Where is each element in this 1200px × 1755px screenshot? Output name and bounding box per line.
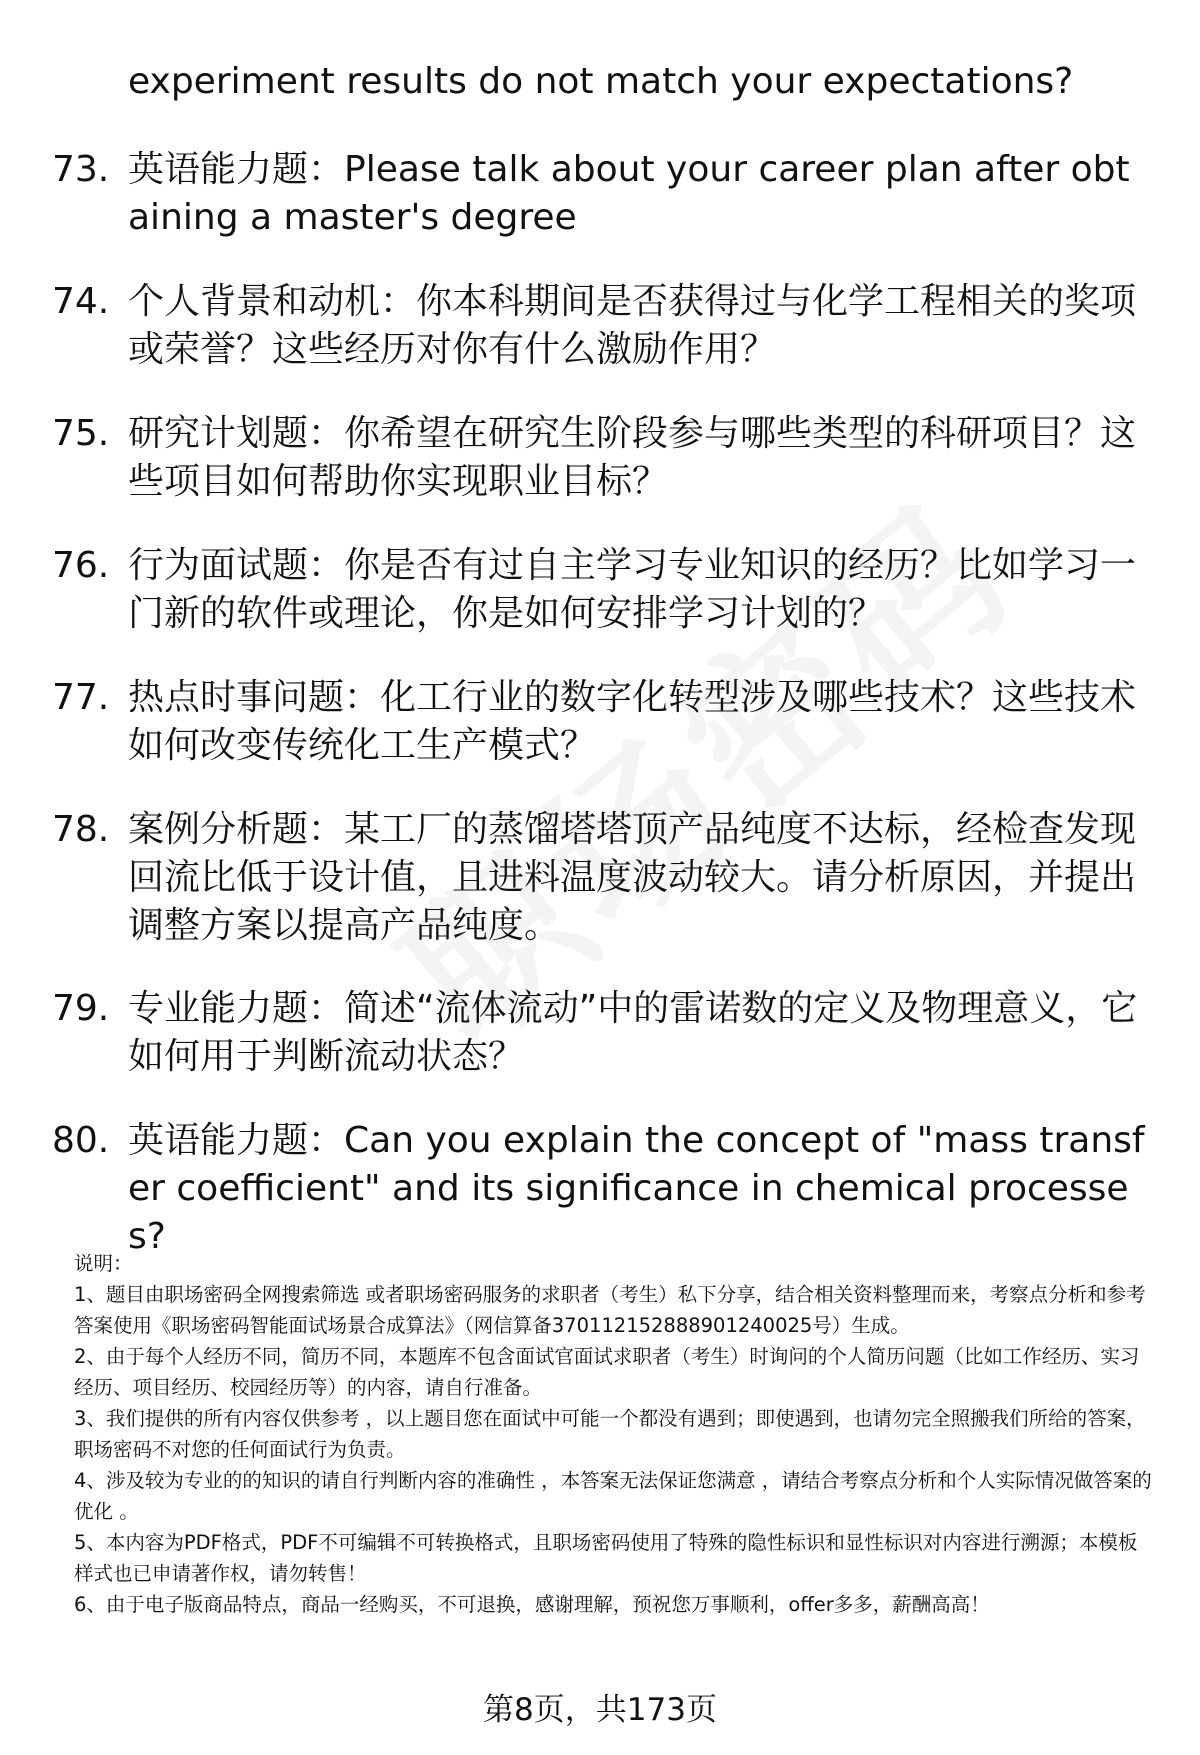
question-text: 专业能力题：简述“流体流动”中的雷诺数的定义及物理意义，它如何用于判断流动状态？ (128, 988, 1138, 1077)
question-number: 75. (52, 413, 110, 454)
question-item-74 (52, 278, 1152, 374)
disclaimer-notes (74, 1248, 1156, 1620)
question-item-78 (52, 806, 1152, 950)
question-number: 80. (52, 1120, 110, 1161)
question-item-79 (52, 985, 1152, 1081)
question-text: 英语能力题：Can you explain the concept of "mass transfer coefficient" and its significance in chemical processes? (128, 1120, 1145, 1257)
question-number: 77. (52, 677, 110, 718)
question-text: 热点时事问题：化工行业的数字化转型涉及哪些技术？这些技术如何改变传统化工生产模式？ (128, 677, 1137, 766)
question-text: 英语能力题：Please talk about your career plan after obtaining a master's degree (128, 149, 1130, 238)
note-item: 4、涉及较为专业的的知识的请自行判断内容的准确性 ，本答案无法保证您满意 ，请结合考察点分析和个人实际情况做答案的优化 。 (74, 1469, 1152, 1523)
question-continuation: experiment results do not match your expectations? (128, 61, 1074, 102)
question-item-76 (52, 542, 1152, 638)
question-item-77 (52, 674, 1152, 770)
note-item: 2、由于每个人经历不同，简历不同，本题库不包含面试官面试求职者（考生）时询问的个人简历问题（比如工作经历、实习经历、项目经历、校园经历等）的内容，请自行准备。 (74, 1345, 1140, 1399)
question-item-80 (52, 1117, 1152, 1261)
note-item: 1、题目由职场密码全网搜索筛选 或者职场密码服务的求职者（考生）私下分享，结合相关资料整理而来，考察点分析和参考答案使用《职场密码智能面试场景合成算法》（网信算备370112152888901240025号）生成。 (74, 1283, 1146, 1337)
question-number: 76. (52, 545, 110, 586)
note-item: 3、我们提供的所有内容仅供参考 ，以上题目您在面试中可能一个都没有遇到；即使遇到，也请勿完全照搬我们所给的答案，职场密码不对您的任何面试行为负责。 (74, 1407, 1146, 1461)
question-number: 74. (52, 281, 110, 322)
question-text: 行为面试题：你是否有过自主学习专业知识的经历？比如学习一门新的软件或理论，你是如何安排学习计划的？ (128, 545, 1137, 634)
question-text: 个人背景和动机：你本科期间是否获得过与化学工程相关的奖项或荣誉？这些经历对你有什么激励作用？ (128, 281, 1137, 370)
question-number: 79. (52, 988, 110, 1029)
question-text: 案例分析题：某工厂的蒸馏塔塔顶产品纯度不达标，经检查发现回流比低于设计值，且进料温度波动较大。请分析原因，并提出调整方案以提高产品纯度。 (128, 809, 1137, 946)
question-text: 研究计划题：你希望在研究生阶段参与哪些类型的科研项目？这些项目如何帮助你实现职业目标？ (128, 413, 1137, 502)
note-item: 6、由于电子版商品特点，商品一经购买，不可退换，感谢理解，预祝您万事顺利，offer多多，薪酬高高！ (74, 1593, 990, 1616)
page-number: 第8页，共173页 (483, 1692, 717, 1728)
question-item-73 (52, 146, 1152, 242)
question-number: 78. (52, 809, 110, 850)
notes-heading: 说明： (74, 1252, 133, 1275)
question-item-75 (52, 410, 1152, 506)
note-item: 5、本内容为PDF格式，PDF不可编辑不可转换格式，且职场密码使用了特殊的隐性标识和显性标识对内容进行溯源；本模板样式也已申请著作权，请勿转售！ (74, 1531, 1138, 1585)
question-number: 73. (52, 149, 110, 190)
